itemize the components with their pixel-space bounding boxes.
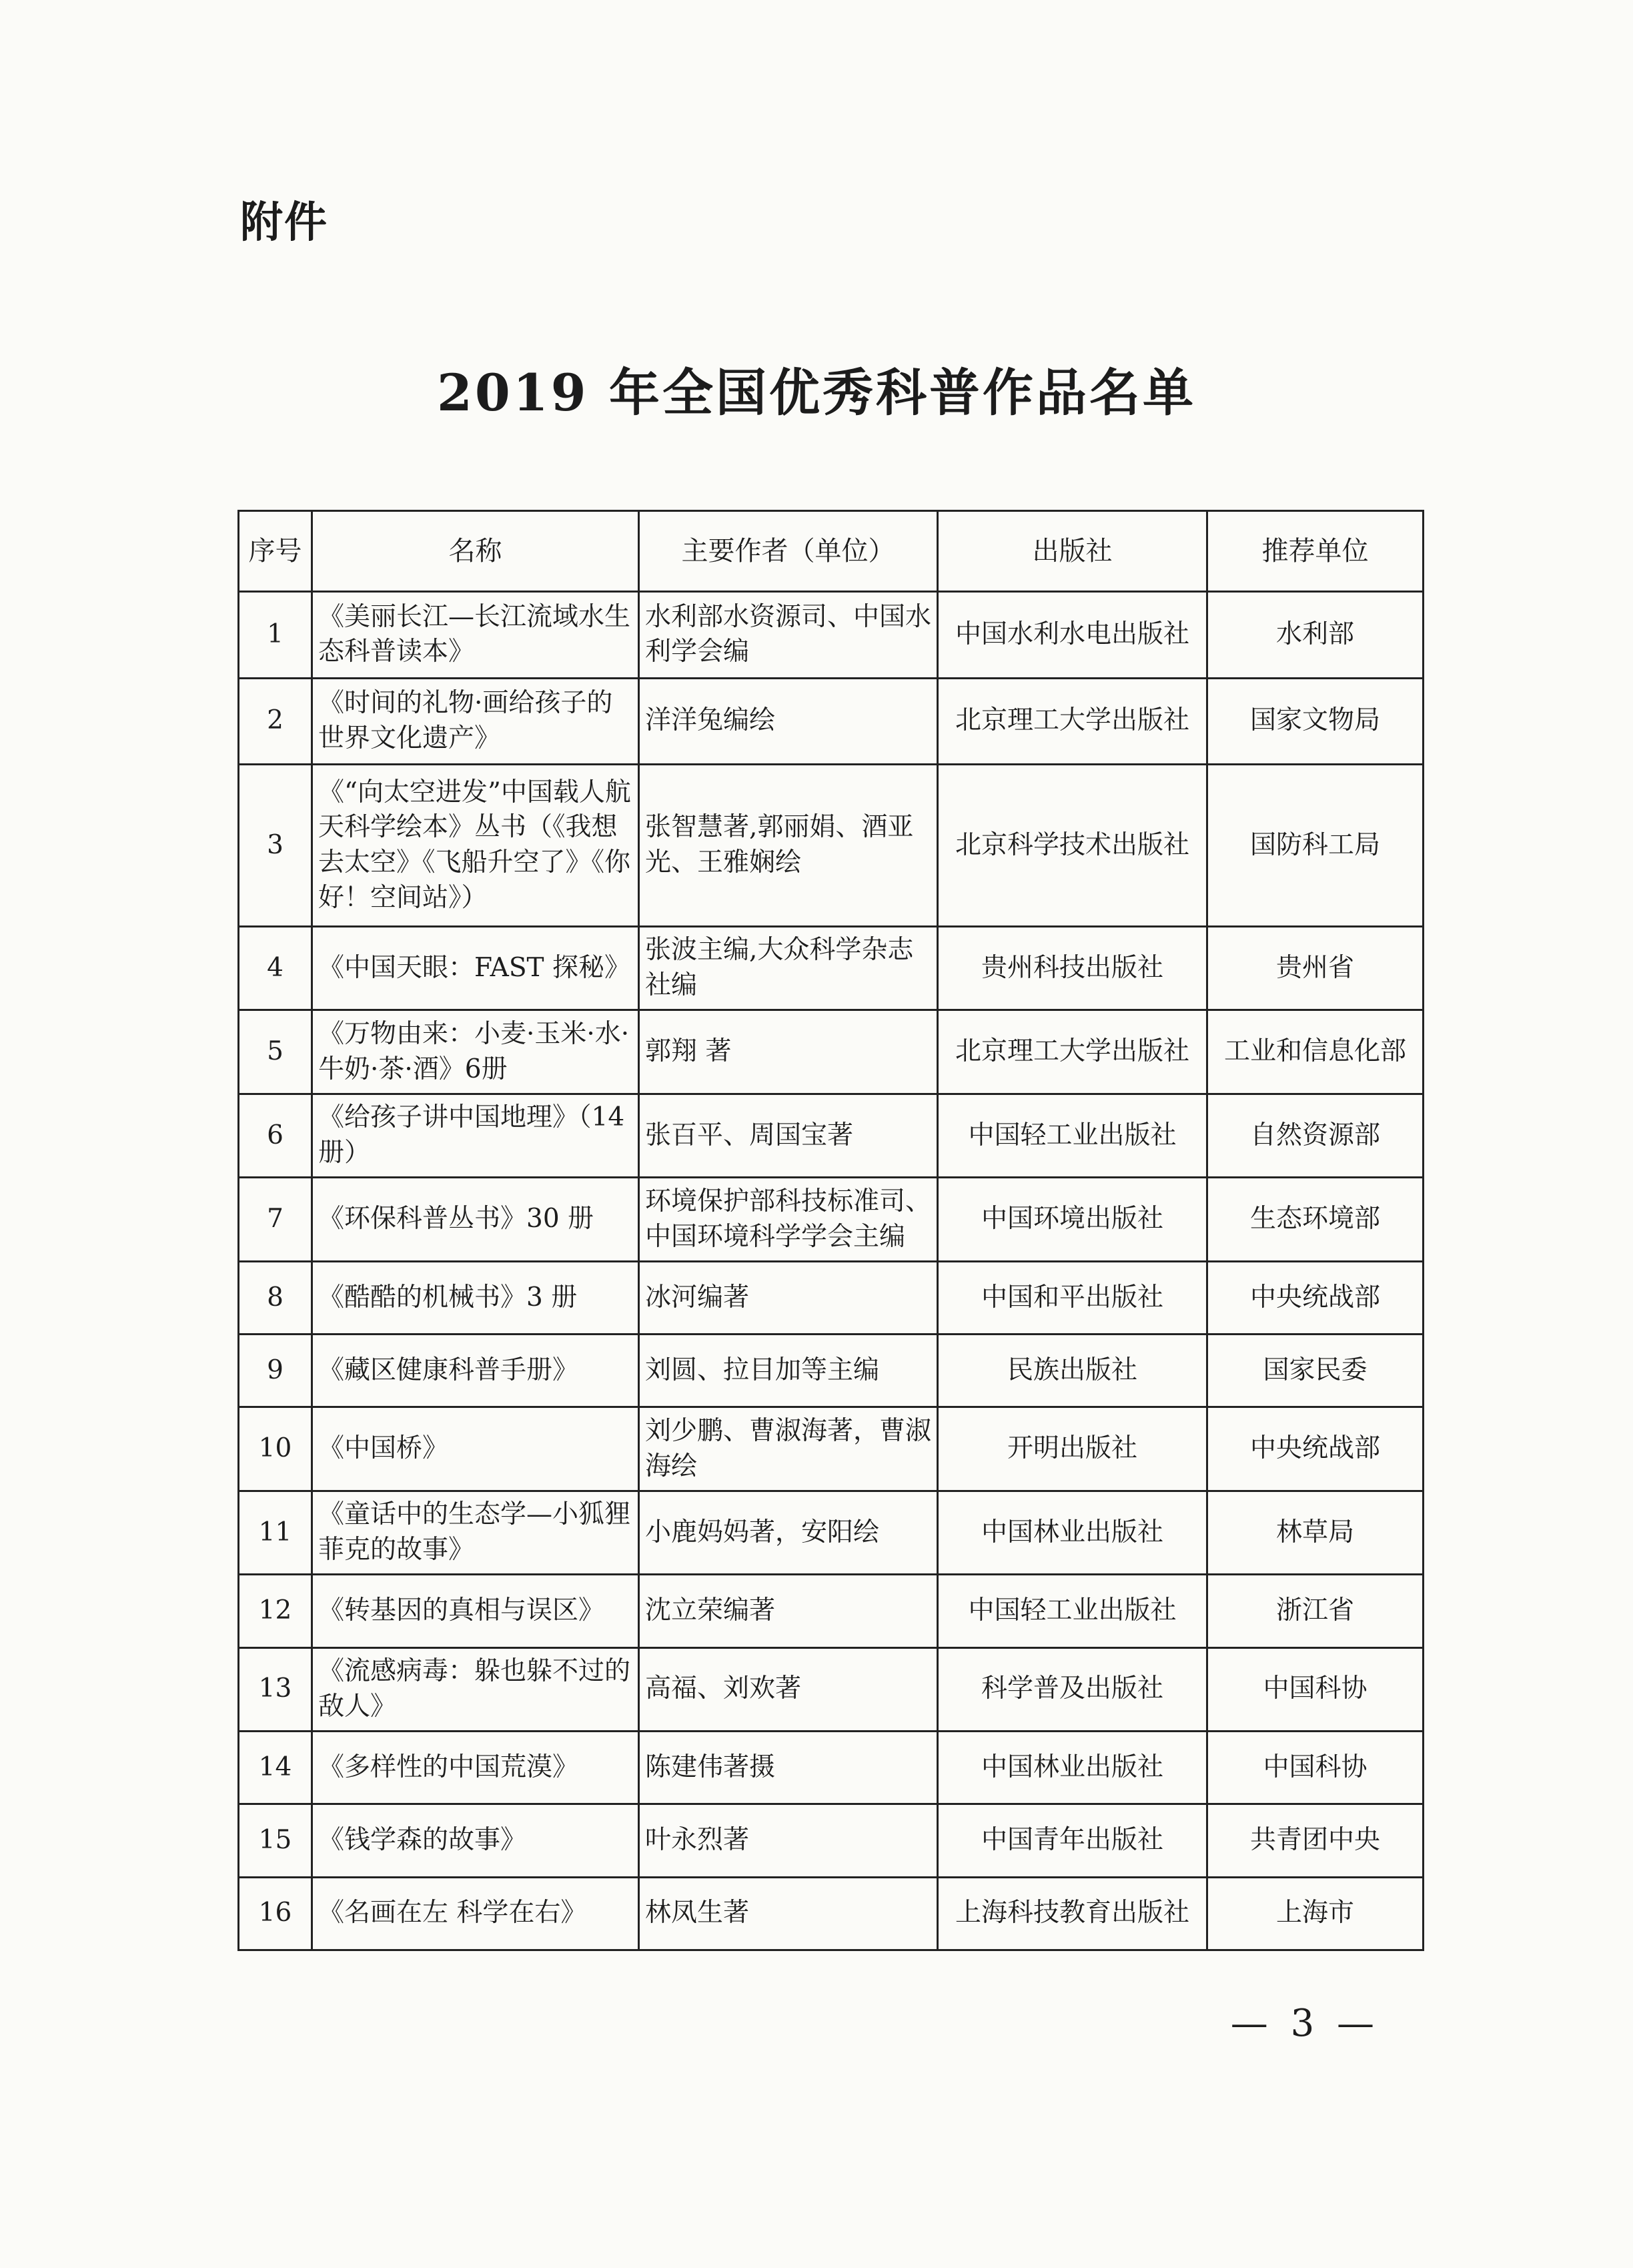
work-publisher: 北京科学技术出版社 [938, 765, 1207, 927]
work-recommender: 工业和信息化部 [1207, 1010, 1424, 1094]
work-title: 《钱学森的故事》 [312, 1804, 639, 1877]
work-publisher: 开明出版社 [938, 1407, 1207, 1491]
table-row [239, 1647, 1424, 1731]
work-publisher: 上海科技教育出版社 [938, 1877, 1207, 1950]
work-author: 叶永烈著 [639, 1804, 938, 1877]
row-number: 9 [239, 1335, 312, 1407]
work-publisher: 中国环境出版社 [938, 1178, 1207, 1261]
work-title: 《时间的礼物·画给孩子的世界文化遗产》 [312, 678, 639, 765]
work-author: 林凤生著 [639, 1877, 938, 1950]
table-row [239, 1407, 1424, 1491]
work-recommender: 自然资源部 [1207, 1094, 1424, 1177]
work-publisher: 中国轻工业出版社 [938, 1575, 1207, 1647]
work-title: 《名画在左 科学在右》 [312, 1877, 639, 1950]
table-row [239, 1178, 1424, 1261]
work-recommender: 中国科协 [1207, 1732, 1424, 1804]
work-recommender: 共青团中央 [1207, 1804, 1424, 1877]
work-publisher: 北京理工大学出版社 [938, 678, 1207, 765]
table-body [239, 592, 1424, 1950]
work-author: 小鹿妈妈著，安阳绘 [639, 1491, 938, 1574]
work-title: 《流感病毒：躲也躲不过的敌人》 [312, 1647, 639, 1731]
row-number: 13 [239, 1647, 312, 1731]
table-row [239, 1094, 1424, 1177]
row-number: 1 [239, 592, 312, 679]
work-title: 《中国天眼：FAST 探秘》 [312, 926, 639, 1010]
column-header-author: 主要作者（单位） [639, 511, 938, 592]
table-header-row [239, 511, 1424, 592]
work-publisher: 中国青年出版社 [938, 1804, 1207, 1877]
work-title: 《中国桥》 [312, 1407, 639, 1491]
row-number: 7 [239, 1178, 312, 1261]
table-row [239, 1732, 1424, 1804]
table-row [239, 592, 1424, 679]
row-number: 2 [239, 678, 312, 765]
work-recommender: 浙江省 [1207, 1575, 1424, 1647]
row-number: 4 [239, 926, 312, 1010]
work-recommender: 国防科工局 [1207, 765, 1424, 927]
column-header-no: 序号 [239, 511, 312, 592]
work-publisher: 中国水利水电出版社 [938, 592, 1207, 679]
work-author: 陈建伟著摄 [639, 1732, 938, 1804]
page-title: 2019 年全国优秀科普作品名单 [437, 363, 1196, 422]
work-title: 《藏区健康科普手册》 [312, 1335, 639, 1407]
row-number: 5 [239, 1010, 312, 1094]
table-row [239, 1804, 1424, 1877]
work-recommender: 水利部 [1207, 592, 1424, 679]
work-title: 《转基因的真相与误区》 [312, 1575, 639, 1647]
award-list-table [237, 510, 1424, 1951]
work-author: 张百平、周国宝著 [639, 1094, 938, 1177]
work-author: 张智慧著,郭丽娟、酒亚光、王雅娴绘 [639, 765, 938, 927]
work-author: 环境保护部科技标准司、中国环境科学学会主编 [639, 1178, 938, 1261]
work-author: 高福、刘欢著 [639, 1647, 938, 1731]
work-author: 刘少鹏、曹淑海著，曹淑海绘 [639, 1407, 938, 1491]
work-title: 《童话中的生态学—小狐狸菲克的故事》 [312, 1491, 639, 1574]
work-publisher: 中国轻工业出版社 [938, 1094, 1207, 1177]
table-row [239, 1335, 1424, 1407]
work-publisher: 中国和平出版社 [938, 1261, 1207, 1334]
row-number: 16 [239, 1877, 312, 1950]
work-publisher: 科学普及出版社 [938, 1647, 1207, 1731]
table-row [239, 765, 1424, 927]
work-author: 水利部水资源司、中国水利学会编 [639, 592, 938, 679]
table-row [239, 1575, 1424, 1647]
row-number: 14 [239, 1732, 312, 1804]
row-number: 15 [239, 1804, 312, 1877]
work-recommender: 中央统战部 [1207, 1407, 1424, 1491]
column-header-publisher: 出版社 [938, 511, 1207, 592]
work-author: 张波主编,大众科学杂志社编 [639, 926, 938, 1010]
work-publisher: 民族出版社 [938, 1335, 1207, 1407]
row-number: 3 [239, 765, 312, 927]
work-title: 《“向太空进发”中国载人航天科学绘本》丛书（《我想去太空》《飞船升空了》《你好！空间站》） [312, 765, 639, 927]
page-number: — 3 — [1230, 2002, 1380, 2045]
row-number: 12 [239, 1575, 312, 1647]
work-author: 洋洋兔编绘 [639, 678, 938, 765]
work-publisher: 中国林业出版社 [938, 1732, 1207, 1804]
work-recommender: 上海市 [1207, 1877, 1424, 1950]
row-number: 8 [239, 1261, 312, 1334]
table-row [239, 678, 1424, 765]
row-number: 6 [239, 1094, 312, 1177]
work-recommender: 国家文物局 [1207, 678, 1424, 765]
attachment-label: 附件 [240, 198, 328, 248]
work-title: 《环保科普丛书》30 册 [312, 1178, 639, 1261]
table-row [239, 1261, 1424, 1334]
work-author: 郭翔 著 [639, 1010, 938, 1094]
work-title: 《多样性的中国荒漠》 [312, 1732, 639, 1804]
row-number: 11 [239, 1491, 312, 1574]
table-row [239, 1010, 1424, 1094]
work-publisher: 北京理工大学出版社 [938, 1010, 1207, 1094]
work-recommender: 中央统战部 [1207, 1261, 1424, 1334]
work-publisher: 贵州科技出版社 [938, 926, 1207, 1010]
work-title: 《万物由来：小麦·玉米·水·牛奶·茶·酒》6册 [312, 1010, 639, 1094]
work-title: 《给孩子讲中国地理》（14册） [312, 1094, 639, 1177]
work-author: 冰河编著 [639, 1261, 938, 1334]
work-recommender: 贵州省 [1207, 926, 1424, 1010]
work-recommender: 中国科协 [1207, 1647, 1424, 1731]
work-title: 《美丽长江—长江流域水生态科普读本》 [312, 592, 639, 679]
column-header-recommender: 推荐单位 [1207, 511, 1424, 592]
work-publisher: 中国林业出版社 [938, 1491, 1207, 1574]
work-recommender: 生态环境部 [1207, 1178, 1424, 1261]
work-recommender: 国家民委 [1207, 1335, 1424, 1407]
table-row [239, 1877, 1424, 1950]
column-header-name: 名称 [312, 511, 639, 592]
work-author: 刘圆、拉目加等主编 [639, 1335, 938, 1407]
work-title: 《酷酷的机械书》3 册 [312, 1261, 639, 1334]
work-recommender: 林草局 [1207, 1491, 1424, 1574]
row-number: 10 [239, 1407, 312, 1491]
table-row [239, 926, 1424, 1010]
table-row [239, 1491, 1424, 1574]
work-author: 沈立荣编著 [639, 1575, 938, 1647]
